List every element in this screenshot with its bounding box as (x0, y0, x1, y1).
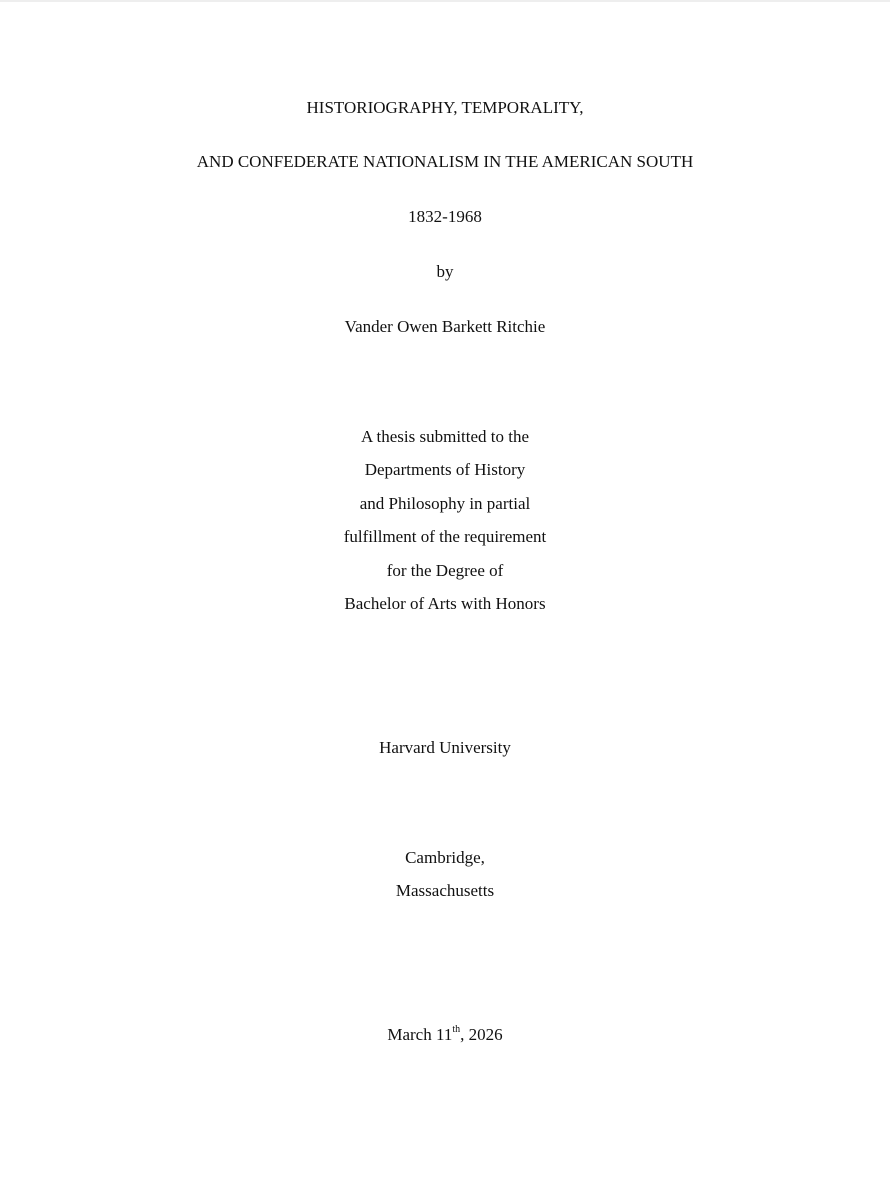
statement-line-1: A thesis submitted to the (360, 427, 530, 446)
institution: Harvard University (379, 738, 511, 757)
statement-line-3: and Philosophy in partial (359, 494, 531, 513)
statement-line-5: for the Degree of (386, 561, 504, 580)
date-month-day: March 11 (387, 1025, 453, 1044)
statement-line-2: Departments of History (364, 460, 526, 479)
state: Massachusetts (395, 881, 495, 900)
author-name: Vander Owen Barkett Ritchie (344, 317, 546, 336)
date-ordinal-suffix: th (452, 1024, 461, 1036)
statement-line-6: Bachelor of Arts with Honors (344, 594, 546, 613)
submission-date (0, 1024, 890, 1046)
date-year: , 2026 (460, 1025, 503, 1044)
by-label: by (436, 262, 454, 281)
date-range: 1832-1968 (408, 207, 482, 226)
city: Cambridge, (405, 848, 485, 867)
statement-line-4: fulfillment of the requirement (343, 527, 547, 546)
title-line-1: HISTORIOGRAPHY, TEMPORALITY, (306, 98, 584, 117)
title-line-2: AND CONFEDERATE NATIONALISM IN THE AMERICAN SOUTH (196, 152, 694, 171)
